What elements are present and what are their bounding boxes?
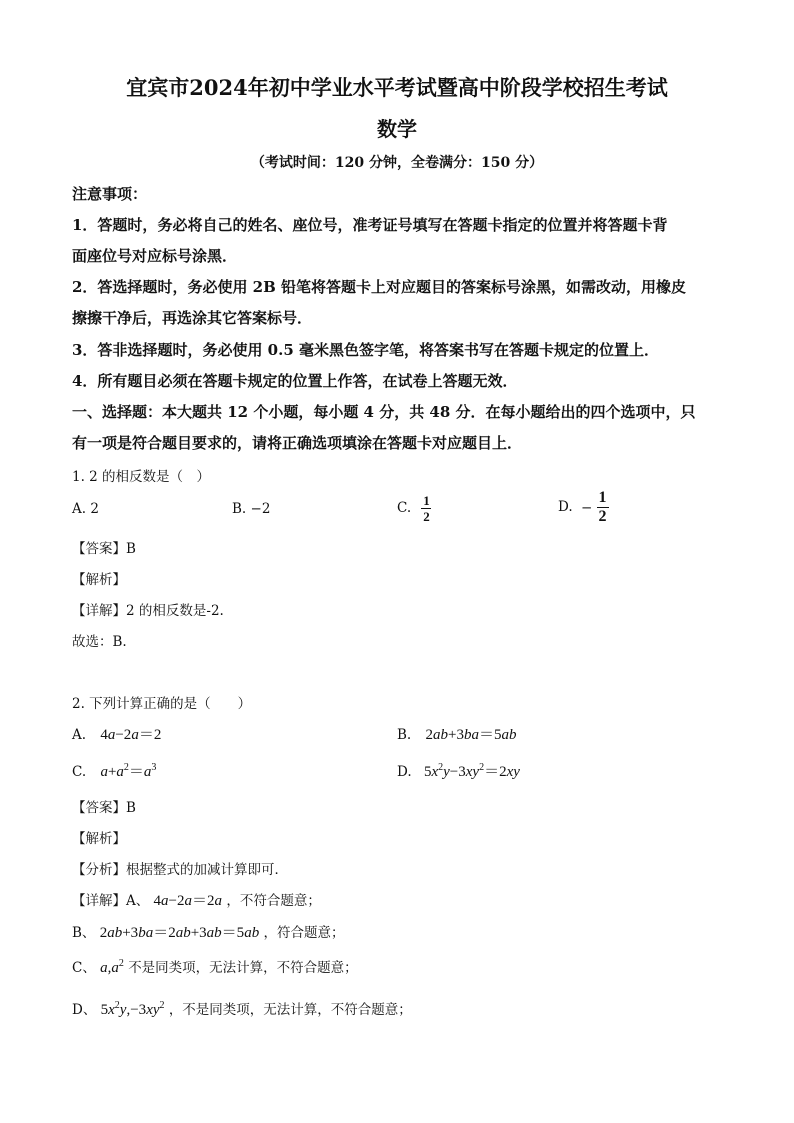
q1-option-c-fraction	[421, 494, 431, 523]
q1-option-c	[397, 494, 431, 523]
detail-label: 【详解】A、	[72, 893, 150, 909]
q2-stem: 2. 下列计算正确的是（ ）	[72, 696, 252, 712]
note-line: 2．答选择题时，务必使用 2B 铅笔将答题卡上对应题目的答案标号涂黑，如需改动，用橡皮	[72, 278, 687, 296]
numerator: 1	[598, 489, 607, 506]
detail-tail: 不是同类项，无法计算，不符合题意；	[128, 960, 358, 976]
q2-option-b-expr: 2ab+3ba＝5ab	[425, 727, 517, 743]
q2-detail-c	[72, 956, 358, 977]
detail-tail: ，符合题意；	[263, 925, 345, 941]
note-line: 擦擦干净后，再选涂其它答案标号．	[72, 309, 313, 327]
q2-option-b-label: B.	[397, 727, 412, 743]
detail-tail: ，不是同类项，无法计算，不符合题意；	[168, 1002, 412, 1018]
section-heading: 一、选择题：本大题共 12 个小题，每小题 4 分，共 48 分．在每小题给出的四个选项中，只	[72, 403, 696, 421]
q1-analysis: 【解析】	[72, 572, 126, 588]
detail-label: B、	[72, 925, 96, 941]
denominator: 2	[423, 509, 430, 524]
q2-answer: 【答案】B	[72, 800, 136, 816]
q1-choice: 故选：B.	[72, 634, 127, 650]
detail-tail: ，不符合题意；	[226, 893, 321, 909]
q2-option-d-expr: $5x^2y-3xy^2=2xy$	[423, 762, 520, 780]
q1-answer: 【答案】B	[72, 541, 136, 557]
detail-label: C、	[72, 960, 96, 976]
q2-option-d-label: D.	[397, 764, 412, 780]
denominator: 2	[598, 508, 607, 525]
subject-title: 数学	[377, 117, 417, 141]
q1-option-d	[558, 490, 609, 525]
q1-option-c-label: C.	[397, 500, 412, 516]
note-line: 面座位号对应标号涂黑．	[72, 247, 238, 265]
q2-option-a-label: A.	[72, 727, 87, 743]
q2-detail-d	[72, 998, 412, 1019]
q1-option-d-label: D.	[558, 499, 573, 515]
q2-option-c-label: C.	[72, 764, 87, 780]
q1-stem: 1. 2 的相反数是（ ）	[72, 469, 211, 485]
q1-option-b: B. −2	[232, 501, 271, 517]
expr: $a,a^2$	[100, 958, 124, 976]
note-line: 3．答非选择题时，务必使用 0.5 毫米黑色签字笔，将答案书写在答题卡规定的位置上．	[72, 341, 659, 359]
q2-option-b	[397, 723, 517, 744]
q2-analysis: 【解析】	[72, 831, 126, 847]
exam-info: （考试时间：120 分钟，全卷满分：150 分）	[250, 155, 544, 171]
exam-title: 宜宾市2024年初中学业水平考试暨高中阶段学校招生考试	[126, 75, 668, 100]
detail-label: D、	[72, 1002, 97, 1018]
section-heading-cont: 有一项是符合题目要求的，请将正确选项填涂在答题卡对应题目上．	[72, 434, 523, 452]
q1-option-d-fraction	[597, 490, 609, 525]
notes-heading: 注意事项：	[72, 185, 148, 203]
q2-option-c-expr: $a+a^2=a^3$	[100, 762, 157, 780]
expr: 4a−2a＝2a	[153, 893, 223, 909]
note-line: 4．所有题目必须在答题卡规定的位置上作答，在试卷上答题无效．	[72, 372, 518, 390]
minus-sign: −	[580, 499, 593, 516]
expr: 2ab+3ba＝2ab+3ab＝5ab	[99, 925, 260, 941]
q2-option-d	[397, 760, 520, 781]
q2-option-a	[72, 723, 161, 744]
q2-detail-b	[72, 921, 344, 942]
q2-analysis-fen: 【分析】根据整式的加减计算即可．	[72, 862, 288, 878]
q1-detail: 【详解】2 的相反数是-2.	[72, 603, 224, 619]
q1-option-a: A. 2	[72, 501, 99, 517]
q2-detail-a	[72, 889, 321, 910]
numerator: 1	[423, 493, 430, 508]
expr: $5x^2y,-3xy^2$	[100, 1000, 165, 1018]
q2-option-c	[72, 760, 156, 781]
q2-option-a-expr: 4a−2a＝2	[100, 727, 162, 743]
note-line: 1．答题时，务必将自己的姓名、座位号，准考证号填写在答题卡指定的位置并将答题卡背	[72, 216, 668, 234]
